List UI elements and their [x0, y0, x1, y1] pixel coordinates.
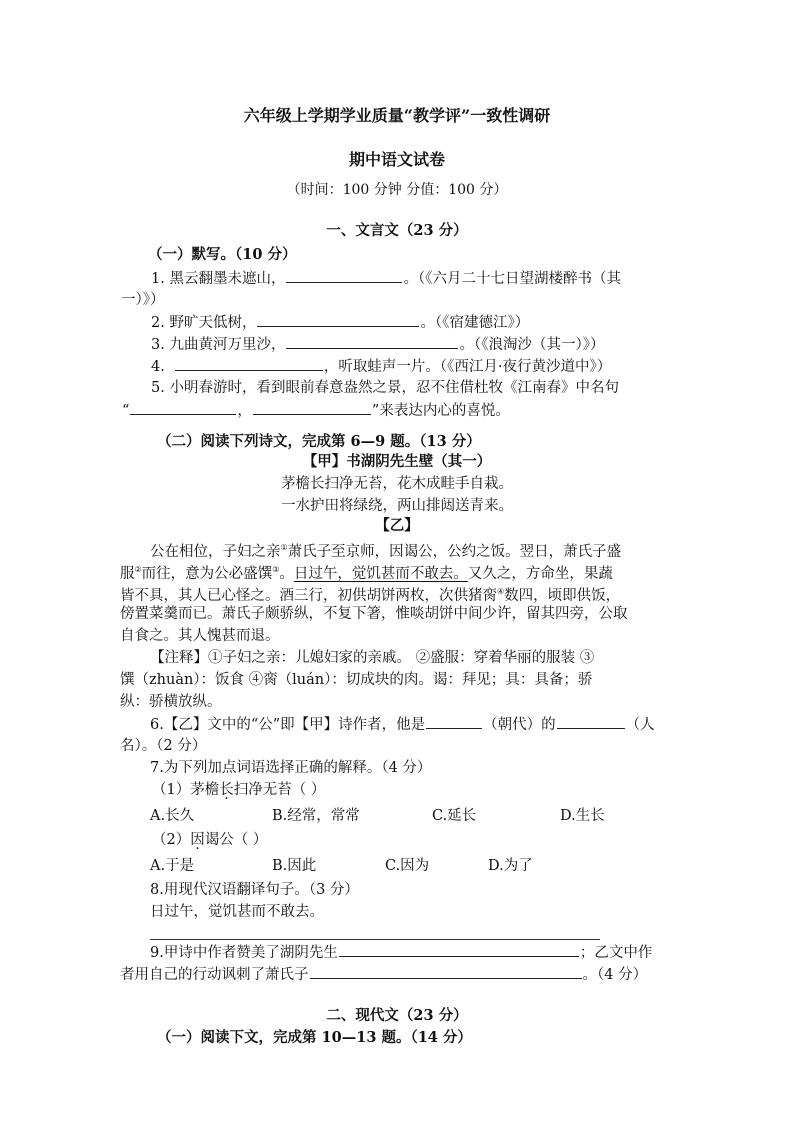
- sec1-heading: （一）默写。（10 分）: [148, 246, 297, 263]
- option-c[interactable]: C.因为: [385, 858, 430, 874]
- dotted-word: 长: [219, 782, 234, 798]
- part1-heading: 一、文言文（23 分）: [326, 222, 468, 239]
- answer-blank[interactable]: [426, 714, 482, 729]
- option-b[interactable]: B.经常，常常: [272, 808, 360, 824]
- passage-line: 公在相位，子妇之亲①萧氏子至京师，因谒公，公约之饭。翌日，萧氏子盛: [150, 543, 622, 560]
- exam-subtitle: 期中语文试卷: [348, 150, 445, 169]
- answer-blank[interactable]: [253, 400, 371, 415]
- passage-line: 自食之。其人愧甚而退。: [120, 628, 280, 644]
- question-7-2: （2）因谒公（ ）: [152, 832, 268, 848]
- answer-blank[interactable]: [286, 268, 402, 283]
- answer-blank[interactable]: [286, 334, 458, 349]
- annotation-line: 馔（zhuàn）：饭食 ④脔（luán）：切成块的肉。谒：拜见；具：具备；骄: [120, 672, 593, 688]
- option-b[interactable]: B.因此: [272, 858, 317, 874]
- question-5: 5. 小明春游时，看到眼前春意盎然之景，忍不住借杜牧《江南春》中名句: [151, 380, 619, 396]
- sec2-heading: （二）阅读下列诗文，完成第 6—9 题。（13 分）: [157, 433, 481, 450]
- annotation-line: 【注释】①子妇之亲：儿媳妇家的亲戚。 ②盛服：穿着华丽的服装 ③: [150, 650, 595, 666]
- option-d[interactable]: D.生长: [560, 808, 605, 824]
- question-8-sentence: 日过午，觉饥甚而不敢去。: [150, 904, 324, 920]
- question-9: 9.甲诗中作者赞美了湖阴先生 ；乙文中作: [150, 942, 652, 963]
- question-8: 8.用现代汉语翻译句子。（3 分）: [150, 882, 359, 898]
- annotation-line: 纵：骄横放纵。: [120, 694, 222, 710]
- option-c[interactable]: C.延长: [432, 808, 477, 824]
- passage-line: 服②而往，意为公必盛馔③。日过午，觉饥甚而不敢去。又久之，方命坐，果蔬: [120, 565, 613, 582]
- answer-blank[interactable]: [339, 942, 579, 957]
- question-6: 6.【乙】文中的“公”即【甲】诗作者，他是 （朝代）的 （人: [150, 714, 655, 735]
- answer-blank[interactable]: [130, 400, 236, 415]
- dotted-word: 因: [190, 832, 205, 848]
- option-a[interactable]: A.长久: [150, 808, 195, 824]
- answer-blank[interactable]: [175, 356, 323, 371]
- part2-heading: 二、现代文（23 分）: [326, 1007, 468, 1024]
- passage-line: 傍置菜羹而已。萧氏子颇骄纵，不复下箸，惟啖胡饼中间少许，留其四旁，公取: [120, 606, 628, 622]
- exam-info: （时间：100 分钟 分值：100 分）: [286, 182, 508, 198]
- question-1: 1. 黑云翻墨未遮山， 。（《六月二十七日望湖楼醉书（其: [151, 268, 621, 289]
- exam-title: 六年级上学期学业质量“教学评”一致性调研: [243, 106, 551, 125]
- answer-blank[interactable]: [257, 312, 419, 327]
- question-7-1: （1）茅檐长扫净无苔（ ）: [152, 782, 326, 798]
- answer-blank[interactable]: [557, 714, 625, 729]
- option-d[interactable]: D.为了: [488, 858, 533, 874]
- poem-line: 茅檐长扫净无苔，花木成畦手自栽。: [281, 476, 513, 492]
- part2-sec1-heading: （一）阅读下文，完成第 10—13 题。（14 分）: [157, 1029, 472, 1046]
- passage-title: 【乙】: [375, 517, 419, 534]
- question-6-cont: 名）。（2 分）: [120, 738, 207, 754]
- passage-line: 皆不具，其人已心怪之。酒三行，初供胡饼两枚，次供猪脔④数四，顷即供饭，: [120, 587, 621, 604]
- underlined-sentence: 日过午，觉饥甚而不敢去。: [293, 565, 468, 582]
- option-a[interactable]: A.于是: [150, 858, 195, 874]
- poem-title: 【甲】书湖阴先生壁（其一）: [302, 453, 492, 470]
- question-5-cont: “ ， ”来表达内心的喜悦。: [122, 400, 510, 421]
- question-1-cont: 一）》）: [121, 292, 165, 308]
- question-9-cont: 者用自己的行动讽刺了萧氏子 。（4 分）: [120, 964, 647, 985]
- question-3: 3. 九曲黄河万里沙， 。（《浪淘沙（其一）》）: [151, 334, 604, 355]
- answer-line[interactable]: [150, 939, 600, 940]
- poem-line: 一水护田将绿绕，两山排闼送青来。: [281, 498, 513, 514]
- question-7: 7.为下列加点词语选择正确的解释。（4 分）: [150, 760, 432, 776]
- answer-blank[interactable]: [310, 964, 582, 979]
- question-2: 2. 野旷天低树， 。（《宿建德江》）: [151, 312, 529, 333]
- question-4: 4. ，听取蛙声一片。（《西江月·夜行黄沙道中》）: [151, 356, 611, 377]
